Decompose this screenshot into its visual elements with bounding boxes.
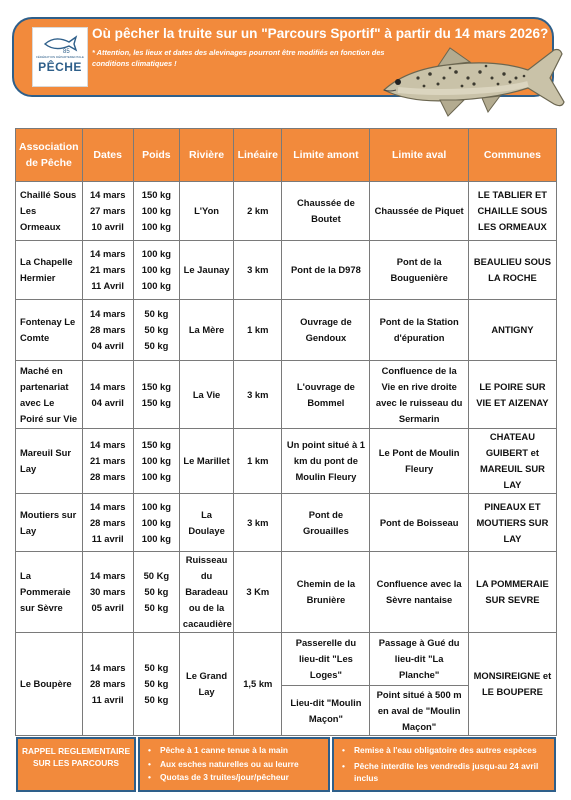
cell-lineaire: 3 km [234,494,282,552]
cell-dates: 14 mars 21 mars 28 mars [82,429,133,494]
col-header-poids: Poids [133,129,179,182]
table-row [16,300,557,361]
cell-dates: 14 mars 28 mars 11 avril [82,494,133,552]
rule-item: • Quotas de 3 truites/jour/pêcheur [148,771,322,785]
col-header-limite-aval: Limite aval [370,129,468,182]
climate-notice: * Attention, les lieux et dates des alevinages pourront être modifiés en fonction des conditions climatiques ! [92,48,385,68]
cell-dates: 14 mars 30 mars 05 avril [82,552,133,633]
regulation-reminder-box [16,737,136,792]
cell-communes: LE POIRE SUR VIE ET AIZENAY [468,361,556,429]
regulation-reminder-title: RAPPEL REGLEMENTAIRE SUR LES PARCOURS [21,746,131,768]
cell-riviere: Ruisseau du Baradeau ou de la cacaudière [179,552,233,633]
cell-association: Mareuil Sur Lay [16,429,83,494]
fish-logo-icon [41,32,79,54]
logo-caption: FÉDÉRATION DÉPARTEMENTALE [36,55,84,59]
cell-limite-aval: Confluence de la Vie en rive droite avec le ruisseau du Sermarin [370,361,468,429]
rules-list-right [342,744,548,784]
cell-limite-aval: Chaussée de Piquet [370,182,468,241]
page-title: Où pêcher la truite sur un "Parcours Sportif" à partir du 14 mars 2026? [92,26,549,41]
rule-item: • Pêche interdite les vendredis jusqu-au 24 avril inclus [342,760,548,784]
cell-limite-aval: Passage à Gué du lieu-dit "La Planche" [370,633,468,686]
stocking-table [15,128,557,736]
rules-box-right [332,737,556,792]
rule-item: • Aux esches naturelles ou au leurre [148,758,322,772]
col-header-lineaire: Linéaire [234,129,282,182]
col-header-riviere: Rivière [179,129,233,182]
cell-limite-aval: Pont de la Bouguenière [370,241,468,300]
cell-limite-aval: Pont de Boisseau [370,494,468,552]
cell-poids: 50 kg 50 kg 50 kg [133,633,179,736]
cell-communes: ANTIGNY [468,300,556,361]
col-header-association: Association de Pêche [16,129,83,182]
cell-dates: 14 mars 28 mars 11 avril [82,633,133,736]
cell-communes: MONSIREIGNE et LE BOUPERE [468,633,556,736]
cell-association: Le Boupère [16,633,83,736]
cell-association: La Pommeraie sur Sèvre [16,552,83,633]
cell-communes: PINEAUX ET MOUTIERS SUR LAY [468,494,556,552]
cell-riviere: La Doulaye [179,494,233,552]
cell-dates: 14 mars 21 mars 11 Avril [82,241,133,300]
cell-poids: 150 kg 100 kg 100 kg [133,182,179,241]
cell-limite-amont: Pont de Grouailles [282,494,370,552]
cell-communes: LE TABLIER ET CHAILLE SOUS LES ORMEAUX [468,182,556,241]
cell-poids: 50 kg 50 kg 50 kg [133,300,179,361]
cell-limite-amont: Chaussée de Boutet [282,182,370,241]
table-row [16,429,557,494]
table-row [16,494,557,552]
table-header-row [16,129,557,182]
cell-limite-amont: Chemin de la Brunière [282,552,370,633]
cell-lineaire: 3 Km [234,552,282,633]
cell-communes: LA POMMERAIE SUR SEVRE [468,552,556,633]
cell-lineaire: 3 km [234,361,282,429]
cell-communes: BEAULIEU SOUS LA ROCHE [468,241,556,300]
cell-association: Maché en partenariat avec Le Poiré sur Vie [16,361,83,429]
cell-limite-aval: Confluence avec la Sèvre nantaise [370,552,468,633]
logo-wordmark: PÊCHE [38,60,82,74]
cell-riviere: La Vie [179,361,233,429]
cell-communes: CHATEAU GUIBERT et MAREUIL SUR LAY [468,429,556,494]
cell-dates: 14 mars 04 avril [82,361,133,429]
cell-lineaire: 3 km [234,241,282,300]
cell-riviere: Le Grand Lay [179,633,233,736]
table-row [16,182,557,241]
rule-item: • Remise à l'eau obligatoire des autres espèces [342,744,548,756]
cell-riviere: Le Marillet [179,429,233,494]
cell-limite-amont: Pont de la D978 [282,241,370,300]
col-header-communes: Communes [468,129,556,182]
rules-box-left [138,737,330,792]
cell-poids: 100 kg 100 kg 100 kg [133,241,179,300]
table-row [16,552,557,633]
cell-dates: 14 mars 27 mars 10 avril [82,182,133,241]
cell-lineaire: 1 km [234,429,282,494]
cell-association: Fontenay Le Comte [16,300,83,361]
cell-poids: 50 Kg 50 kg 50 kg [133,552,179,633]
col-header-limite-amont: Limite amont [282,129,370,182]
cell-limite-amont: Lieu-dit "Moulin Maçon" [282,686,370,736]
cell-lineaire: 1 km [234,300,282,361]
table-row [16,633,557,686]
cell-riviere: Le Jaunay [179,241,233,300]
rules-list-left [148,744,322,785]
col-header-dates: Dates [82,129,133,182]
logo-number: 85 [63,49,70,54]
cell-lineaire: 2 km [234,182,282,241]
federation-logo [32,27,88,87]
cell-limite-aval: Pont de la Station d'épuration [370,300,468,361]
cell-limite-amont: L'ouvrage de Bommel [282,361,370,429]
cell-limite-amont: Passerelle du lieu-dit "Les Loges" [282,633,370,686]
table-row [16,361,557,429]
trout-illustration [378,38,568,120]
cell-poids: 100 kg 100 kg 100 kg [133,494,179,552]
cell-limite-aval: Le Pont de Moulin Fleury [370,429,468,494]
cell-association: Moutiers sur Lay [16,494,83,552]
cell-poids: 150 kg 150 kg [133,361,179,429]
cell-lineaire: 1,5 km [234,633,282,736]
cell-dates: 14 mars 28 mars 04 avril [82,300,133,361]
cell-limite-amont: Ouvrage de Gendoux [282,300,370,361]
cell-limite-amont: Un point situé à 1 km du pont de Moulin Fleury [282,429,370,494]
cell-riviere: La Mère [179,300,233,361]
cell-riviere: L'Yon [179,182,233,241]
cell-association: Chaillé Sous Les Ormeaux [16,182,83,241]
rule-item: • Pêche à 1 canne tenue à la main [148,744,322,758]
table-row [16,241,557,300]
cell-association: La Chapelle Hermier [16,241,83,300]
cell-limite-aval: Point situé à 500 m en aval de "Moulin Maçon" [370,686,468,736]
cell-poids: 150 kg 100 kg 100 kg [133,429,179,494]
